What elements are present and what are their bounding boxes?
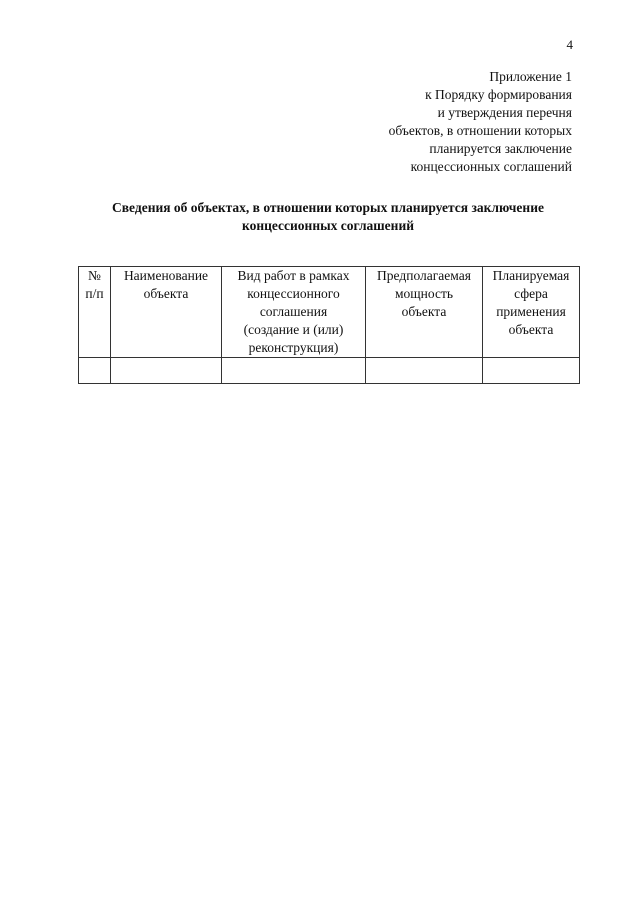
table-cell xyxy=(366,358,483,384)
appendix-line: концессионных соглашений xyxy=(410,159,572,174)
column-header-number: № п/п xyxy=(79,267,111,358)
page-number: 4 xyxy=(566,37,573,52)
document-title xyxy=(78,199,578,235)
objects-table xyxy=(78,266,580,384)
appendix-line: к Порядку формирования xyxy=(425,87,572,102)
column-header-application-area: Планируемая сфера применения объекта xyxy=(483,267,580,358)
table-cell xyxy=(111,358,222,384)
appendix-line: и утверждения перечня xyxy=(437,105,572,120)
table-cell xyxy=(483,358,580,384)
title-line: Сведения об объектах, в отношении которых планируется заключение xyxy=(112,200,544,215)
appendix-line: объектов, в отношении которых xyxy=(388,123,572,138)
appendix-note xyxy=(312,68,572,176)
table-cell xyxy=(222,358,366,384)
column-header-capacity: Предполагаемая мощность объекта xyxy=(366,267,483,358)
column-header-work-type: Вид работ в рамках концессионного соглашения (создание и (или) реконструкция) xyxy=(222,267,366,358)
appendix-line: планируется заключение xyxy=(429,141,572,156)
table-header-row xyxy=(79,267,580,358)
title-line: концессионных соглашений xyxy=(241,218,415,233)
table-row xyxy=(79,358,580,384)
appendix-line: Приложение 1 xyxy=(489,69,572,84)
column-header-object-name: Наименование объекта xyxy=(111,267,222,358)
table-cell xyxy=(79,358,111,384)
